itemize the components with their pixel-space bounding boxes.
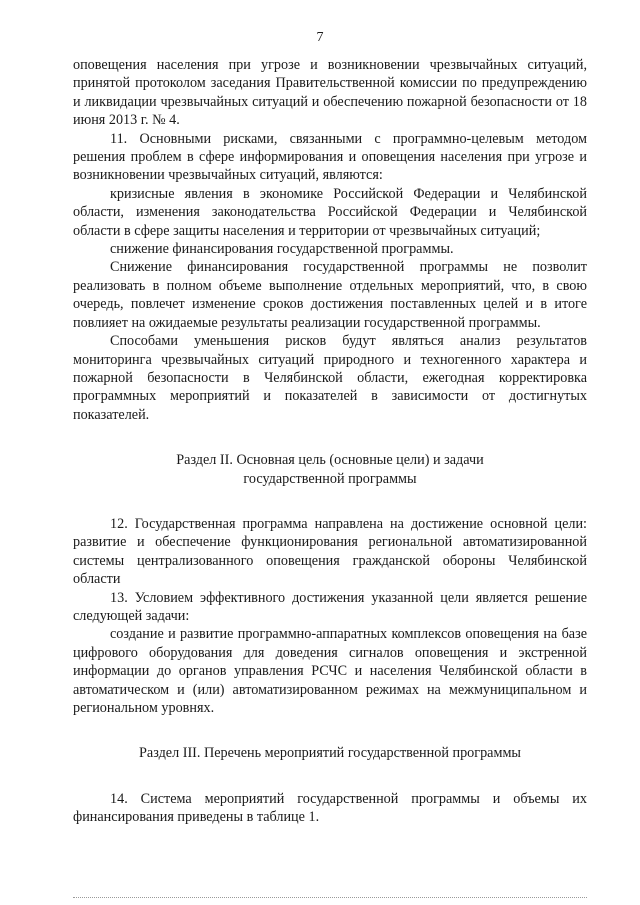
page-number: 7	[316, 30, 324, 45]
paragraph-12: 12. Государственная программа направлена на достижение основной цели: развитие и обеспечение функционирования региональной автоматизированной системы централизованного оповещения гражданской обороны Челябинской области	[73, 515, 587, 588]
paragraph-continuation: оповещения населения при угрозе и возникновении чрезвычайных ситуаций, принятой протоколом заседания Правительственной комиссии по предупреждению и ликвидации чрезвычайных ситуаций и обеспечению пожарной безопасности от 18 июня 2013 г. № 4.	[73, 57, 587, 129]
risk-item-crisis: кризисные явления в экономике Российской Федерации и Челябинской области, изменения законодательства Российской Федерации и Челябинской области в сфере защиты населения и территории от чрезвычайных ситуаций;	[73, 185, 587, 239]
paragraph-11: 11. Основными рисками, связанными с программно-целевым методом решения проблем в сфере информирования и оповещения населения при угрозе и возникновении чрезвычайных ситуаций, являются:	[73, 130, 587, 184]
risk-item-funding: снижение финансирования государственной программы.	[110, 241, 454, 258]
section-3-title: Раздел III. Перечень мероприятий государственной программы	[139, 745, 521, 762]
paragraph-13: 13. Условием эффективного достижения указанной цели является решение следующей задачи:	[73, 589, 587, 624]
paragraph-risk-methods: Способами уменьшения рисков будут являться анализ результатов мониторинга чрезвычайных ситуаций природного и техногенного характера и пожарной безопасности в Челябинской области, ежегодная корректировка программных мероприятий и показателей в зависимости от достигнутых показателей.	[73, 333, 587, 423]
task-item: создание и развитие программно-аппаратных комплексов оповещения на базе цифрового оборудования для доведения сигналов оповещения и экстренной информации до органов управления РСЧС и населения Челябинской области в автоматическом и (или) автоматизированном режимах на межмуниципальном и региональном уровнях.	[73, 626, 587, 716]
section-2-title-line-2: государственной программы	[243, 470, 417, 487]
paragraph-funding-note: Снижение финансирования государственной программы не позволит реализовать в полном объеме выполнение отдельных мероприятий, что, в свою очередь, повлечет изменение сроков достижения поставленных целей и в итоге повлияет на ожидаемые результаты реализации государственной программы.	[73, 259, 587, 331]
document-body	[73, 56, 587, 827]
paragraph-14: 14. Система мероприятий государственной программы и объемы их финансирования приведены в таблице 1.	[73, 790, 587, 826]
section-2-title-line-1: Раздел II. Основная цель (основные цели) и задачи	[176, 452, 484, 469]
footer-divider	[73, 897, 587, 899]
